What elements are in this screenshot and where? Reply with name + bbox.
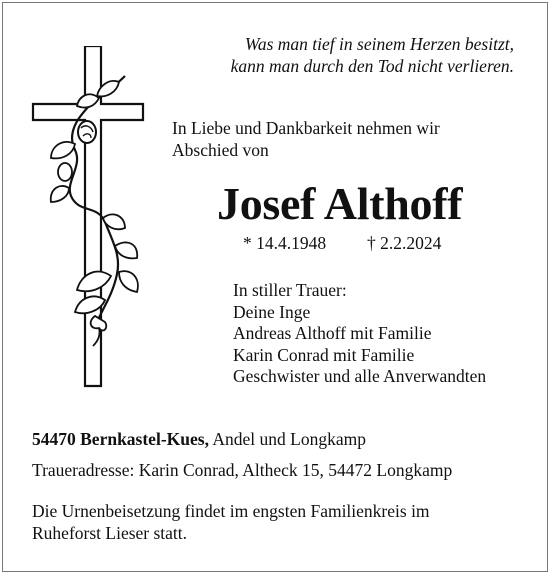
mourners-heading: In stiller Trauer: xyxy=(233,280,347,300)
location-rest: Andel und Longkamp xyxy=(208,429,366,449)
cross-with-rose-icon xyxy=(25,46,145,391)
birth-date: * 14.4.1948 xyxy=(243,233,327,253)
mourner-name: Deine Inge xyxy=(233,301,311,322)
mourning-address: Traueradresse: Karin Conrad, Altheck 15, 54472 Longkamp xyxy=(32,460,453,480)
intro-text xyxy=(172,117,440,161)
motto-line-1: Was man tief in seinem Herzen besitzt, xyxy=(244,34,514,54)
motto-line-2: kann man durch den Tod nicht verlieren. xyxy=(230,56,514,76)
location-line xyxy=(32,428,366,450)
mourner-name: Andreas Althoff mit Familie xyxy=(233,323,432,343)
death-date: † 2.2.2024 xyxy=(367,233,442,253)
motto xyxy=(231,33,514,77)
funeral-line-1: Die Urnenbeisetzung findet im engsten Familienkreis im xyxy=(32,501,430,521)
location-city: 54470 Bernkastel-Kues, xyxy=(32,429,209,449)
funeral-line-2: Ruheforst Lieser statt. xyxy=(32,523,188,543)
intro-line-2: Abschied von xyxy=(172,140,269,160)
mourner-name: Geschwister und alle Anverwandten xyxy=(233,366,487,386)
mourners-block xyxy=(233,280,486,388)
mourner-name: Karin Conrad mit Familie xyxy=(233,344,415,365)
deceased-name: Josef Althoff xyxy=(217,178,463,229)
funeral-info xyxy=(32,500,430,544)
intro-line-1: In Liebe und Dankbarkeit nehmen wir xyxy=(172,118,440,138)
